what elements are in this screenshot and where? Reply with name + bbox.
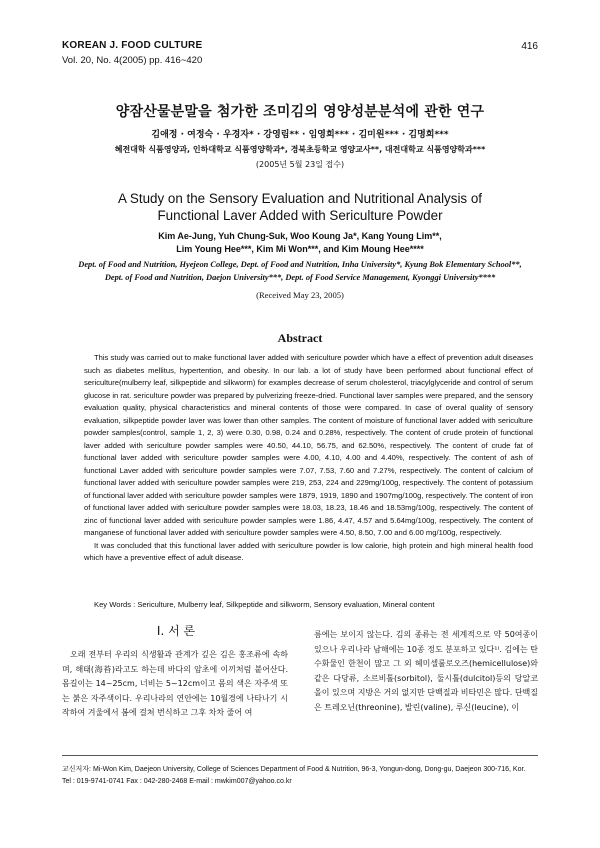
body-paragraph-right: 름에는 보이지 않는다. 김의 종류는 전 세계적으로 약 50여종이 있으나 우리나라 남해에는 10종 정도 분포하고 있다¹⁾. 김에는 탄수화물인 한천이 많고 그 외 헤미셀룰로오즈(hemicellulose)와 같은 다당류, 소르비톨(sorbitol), 둘시톨(dulcitol)등의 당알코올이 있으며 지방은 거의 없지만 단백질과 비타민은 많다. 단백질은 트레오닌(threonine), 발린(valine), 루신(leucine), 이 [314,630,538,712]
body-column-right [314,628,538,716]
journal-volume: Vol. 20, No. 4(2005) pp. 416~420 [62,55,203,66]
english-received-date: (Received May 23, 2005) [256,290,344,300]
abstract-paragraph-2: It was concluded that this functional laver added with sericulture powder is low calorie, high protein and high mineral health food which have a preventive effect of adult disease. [84,540,533,562]
english-affiliations-line-1: Dept. of Food and Nutrition, Hyejeon College, Dept. of Food and Nutrition, Inha University*, Kyung Bok Elementary School**, [78,260,522,269]
korean-authors: 김애정 · 여정숙 · 우경자* · 강영림** · 임영희*** · 김미원*** · 김명희*** [151,130,449,140]
footnote-line-1: 교신저자: Mi-Won Kim, Daejeon University, College of Sciences Department of Food & Nutrition, 96-3, Yongun-dong, Dong-gu, Daejeon 300-716, Kor. [62,766,526,773]
korean-title: 양잠산물분말을 첨가한 조미김의 영양성분분석에 관한 연구 [115,104,485,120]
abstract-heading: Abstract [277,331,323,345]
body-column-left [62,648,288,721]
english-affiliations [0,258,600,284]
english-authors [0,230,600,256]
english-title [0,190,600,224]
english-authors-line-2: Lim Young Hee***, Kim Mi Won***, and Kim Moung Hee**** [176,244,424,254]
korean-received-date: (2005년 5월 23일 접수) [255,160,345,169]
abstract-body [84,352,533,565]
keywords: Key Words : Sericulture, Mulberry leaf, Silkpeptide and silkworm, Sensory evaluation, Mineral content [94,600,435,609]
english-title-line-2: Functional Laver Added with Sericulture Powder [157,208,443,223]
body-paragraph-left: 오래 전부터 우리의 식생활과 관계가 깊은 김은 홍조류에 속하며, 해태(海苔)라고도 하는데 바다의 암초에 이끼처럼 붙어산다. 몸길이는 14~25cm, 너비는 5~12cm이고 몸의 색은 자주색 또는 붉은 자주색이다. 우리나라의 연안에는 10월경에 나타나기 시작하여 겨울에서 봄에 걸쳐 번식하고 그후 차차 줄어 여 [62,650,288,718]
english-title-line-1: A Study on the Sensory Evaluation and Nutritional Analysis of [118,191,482,206]
page-number: 416 [521,41,538,52]
abstract-paragraph-1: This study was carried out to make functional laver added with sericulture powder which have a effect of prevention adult diseases such as diabetes mellitus, hypertention, and obesity. In our lab. a lot of study have been performed about functional effect of sericulture(mulberry leaf, silkpeptide and silkworm) for examples decrease of serum cholesterol, triacylglyceride and control of serum glucose in rat. sericulture powder was prepared by pulverizing freeze-dried. Functional laver samples were prepared, and the sensory evaluation quality, physical characteristics and mineral contents of those were compared. In case of overal quality of sensory evaluation, silkpeptide powder laver was lower than other samples. The content of moisture of functional laver added with sericulture powder samples(control, sample 1, 2, 3) were 0.30, 0.98, 0.24 and 0.28%, respectively. The content of crude protein of functional laver added with sericulture powder samples were 40.50, 44.10, 56.75, and 62.50%, respectively. The content of crude fat of functional laver added with sericulture powder samples were 4.00, 4.10, 4.00 and 4.40%, respectively. The content of ash of functional Laver added with sericulture powder samples were 7.07, 7.53, 7.60 and 7.27%, respectively. The content of calcium of functional laver added with sericulture powder samples were 219, 253, 224 and 229mg/100g, respectively. The content of potassium of functional laver added with sericulture powder samples were 1879, 1919, 1890 and 1907mg/100g, respectively. The content of iron of functional laver added with sericulture powder samples were 18.03, 18.23, 18.46 and 18.53mg/100g, respectively. The content of zinc of functional laver added with sericulture powder samples were 1.86, 4.47, 4.57 and 5.64mg/100g, respectively. The content of manganese of functional laver added with sericulture powder samples were 4.50, 8.50, 7.00 and 6.00 mg/100g, respectively. [84,353,533,537]
footnote-divider [62,755,538,756]
english-authors-line-1: Kim Ae-Jung, Yuh Chung-Suk, Woo Koung Ja*, Kang Young Lim**, [158,231,442,241]
journal-name: KOREAN J. FOOD CULTURE [62,40,203,51]
korean-affiliations: 혜전대학 식품영양과, 인하대학교 식품영양학과*, 경북초등학교 영양교사**, 대전대학교 식품영양학과*** [114,145,486,154]
corresponding-author-footnote [62,764,525,788]
footnote-line-2: Tel : 019-9741-0741 Fax : 042-280-2468 E-mail : mwkim007@yahoo.co.kr [62,778,292,785]
section-heading-introduction: I. 서 론 [156,624,196,638]
english-affiliations-line-2: Dept. of Food and Nutrition, Daejon University***, Dept. of Food Service Management, Kyonggi University**** [104,273,496,282]
